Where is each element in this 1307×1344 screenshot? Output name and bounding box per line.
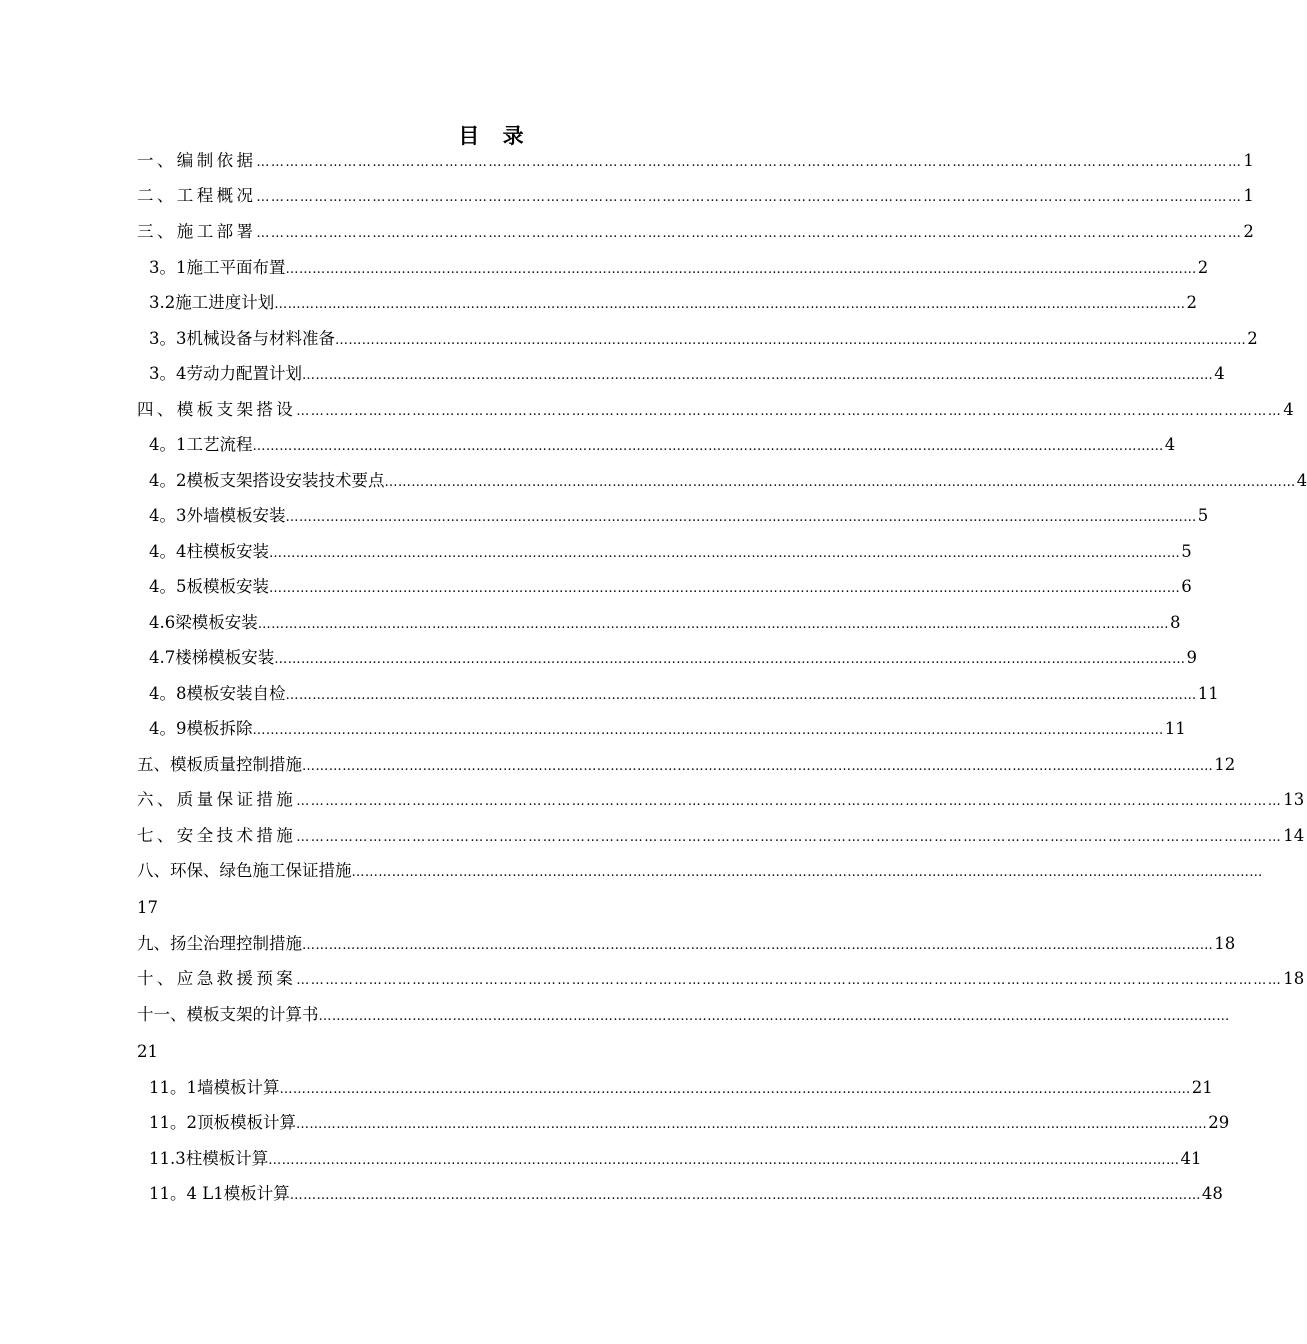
toc-entry-wrapped[interactable]	[137, 1003, 1230, 1029]
toc-entry-label: 六、质量保证措施	[137, 790, 297, 809]
toc-leader-dots: ……………………………………………………………………………………………………………………………………………………………………………………	[285, 510, 1197, 525]
toc-entry[interactable]	[149, 646, 1197, 672]
toc-leader-dots: ……………………………………………………………………………………………………………………………………………………………………………………	[285, 688, 1197, 703]
toc-entry[interactable]	[137, 220, 1254, 246]
toc-leader-dots: ……………………………………………………………………………………………………………………………………………………………………………………	[335, 333, 1247, 348]
toc-leader-dots: ……………………………………………………………………………………………………………………………………………………………………………………	[268, 1153, 1180, 1168]
toc-page-number: 2	[1186, 293, 1197, 312]
toc-entry[interactable]	[137, 753, 1236, 779]
toc-leader-dots: ……………………………………………………………………………………………………………………………………………………………………………………	[384, 475, 1296, 490]
toc-entry-label: 4。2模板支架搭设安装技术要点	[149, 471, 385, 490]
toc-page-number: 29	[1208, 1113, 1230, 1132]
toc-page-number: 9	[1186, 648, 1197, 667]
toc-page-number: 1	[1243, 151, 1254, 170]
toc-leader-dots: ……………………………………………………………………………………………………………………………………………………………………………………	[257, 617, 1169, 632]
toc-page-number: 1	[1243, 186, 1254, 205]
toc-leader-dots: ……………………………………………………………………………………………………………………………………………………………………………………	[269, 581, 1181, 596]
toc-page-number: 17	[137, 898, 158, 917]
toc-page-number: 4	[1164, 435, 1176, 454]
toc-leader-dots: ……………………………………………………………………………………………………………………………………………………………………………………	[302, 938, 1214, 953]
toc-entry-label: 十一、模板支架的计算书	[137, 1005, 319, 1024]
toc-page-number: 41	[1180, 1149, 1202, 1168]
toc-entry-label: 一、编制依据	[137, 151, 257, 170]
toc-page-number: 11	[1197, 684, 1219, 703]
toc-entry-label: 九、扬尘治理控制措施	[137, 934, 302, 953]
toc-entry[interactable]	[149, 611, 1181, 637]
toc-page-number: 12	[1214, 755, 1236, 774]
toc-page-number: 8	[1169, 613, 1181, 632]
toc-leader-dots: ……………………………………………………………………………………………………………………………………………………………………………………	[256, 226, 1243, 241]
toc-leader-dots: ……………………………………………………………………………………………………………………………………………………………………………………	[302, 759, 1214, 774]
toc-entry-label: 11。4 L1模板计算	[149, 1184, 290, 1203]
toc-entry[interactable]	[149, 1111, 1230, 1137]
toc-leader-dots: ……………………………………………………………………………………………………………………………………………………………………………………	[256, 190, 1243, 205]
toc-entry-label: 3。3机械设备与材料准备	[149, 329, 335, 348]
toc-page-number: 4	[1214, 364, 1225, 383]
toc-leader-dots: ……………………………………………………………………………………………………………………………………………………………………………………	[296, 794, 1283, 809]
toc-entry-label: 3。4劳动力配置计划	[149, 364, 302, 383]
toc-entry-label: 十、应急救援预案	[137, 969, 297, 988]
toc-leader-dots: ……………………………………………………………………………………………………………………………………………………………………………………	[269, 546, 1181, 561]
toc-entry-label: 五、模板质量控制措施	[137, 755, 302, 774]
toc-leader-dots: ……………………………………………………………………………………………………………………………………………………………………………………	[279, 1082, 1191, 1097]
toc-leader-dots: ……………………………………………………………………………………………………………………………………………………………………………………	[296, 830, 1283, 845]
toc-leader-dots: ……………………………………………………………………………………………………………………………………………………………………………………	[252, 439, 1164, 454]
toc-page-number: 21	[137, 1042, 158, 1061]
page-title: 目 录	[458, 123, 532, 148]
toc-entry[interactable]	[137, 149, 1254, 175]
toc-entry[interactable]	[149, 362, 1225, 388]
toc-entry-label: 3。1施工平面布置	[149, 258, 286, 277]
toc-leader-dots: ……………………………………………………………………………………………………………………………………………………………………………………	[296, 404, 1283, 419]
toc-entry[interactable]	[149, 575, 1192, 601]
toc-entry[interactable]	[149, 540, 1192, 566]
toc-entry[interactable]	[149, 327, 1258, 353]
toc-leader-dots: ……………………………………………………………………………………………………………………………………………………………………………………	[274, 652, 1186, 667]
toc-entry-label: 七、安全技术措施	[137, 826, 297, 845]
toc-entry[interactable]	[149, 1147, 1202, 1173]
toc-page-number: 2	[1247, 329, 1258, 348]
toc-entry[interactable]	[149, 1182, 1223, 1208]
toc-entry-label: 4。4柱模板安装	[149, 542, 269, 561]
toc-entry-label: 4。9模板拆除	[149, 719, 253, 738]
toc-entry[interactable]	[149, 682, 1219, 708]
toc-entry[interactable]	[137, 967, 1305, 993]
toc-page-number: 6	[1181, 577, 1192, 596]
toc-leader-dots: ……………………………………………………………………………………………………………………………………………………………………………………	[289, 1188, 1201, 1203]
toc-page-number: 5	[1181, 542, 1192, 561]
toc-leader-dots: ……………………………………………………………………………………………………………………………………………………………………………………	[296, 1117, 1208, 1132]
toc-entry-label: 八、环保、绿色施工保证措施	[137, 861, 352, 880]
toc-page-number: 48	[1201, 1184, 1223, 1203]
toc-entry-label: 4。8模板安装自检	[149, 684, 286, 703]
toc-entry[interactable]	[137, 398, 1294, 424]
toc-entry[interactable]	[149, 291, 1197, 317]
toc-leader-dots: ……………………………………………………………………………………………………………………………………………………………………………………	[256, 155, 1243, 170]
toc-page-number: 21	[1191, 1078, 1213, 1097]
toc-leader-dots: ……………………………………………………………………………………………………………………………………………………………………………………	[296, 973, 1283, 988]
toc-page-number: 4	[1283, 400, 1294, 419]
toc-entry[interactable]	[149, 433, 1176, 459]
toc-leader-dots: ……………………………………………………………………………………………………………………………………………………………………………………	[302, 368, 1214, 383]
toc-page-number: 11	[1164, 719, 1186, 738]
toc-entry-label: 4。1工艺流程	[149, 435, 253, 454]
toc-page-number: 13	[1283, 790, 1305, 809]
toc-page-number: 18	[1214, 934, 1236, 953]
toc-leader-dots: ……………………………………………………………………………………………………………………………………………………………………………………	[318, 1009, 1230, 1024]
toc-page-number: 2	[1197, 258, 1209, 277]
toc-page-number: 18	[1283, 969, 1305, 988]
toc-entry-label: 三、施工部署	[137, 222, 257, 241]
toc-entry-label: 4。5板模板安装	[149, 577, 269, 596]
toc-page-number: 2	[1243, 222, 1254, 241]
toc-entry[interactable]	[137, 788, 1305, 814]
toc-entry-label: 11。2顶板模板计算	[149, 1113, 296, 1132]
toc-page-number: 14	[1283, 826, 1305, 845]
toc-entry-label: 11。1墙模板计算	[149, 1078, 280, 1097]
toc-entry[interactable]	[149, 469, 1307, 495]
toc-entry-label: 4。3外墙模板安装	[149, 506, 286, 525]
toc-entry[interactable]	[137, 184, 1254, 210]
toc-leader-dots: ……………………………………………………………………………………………………………………………………………………………………………………	[351, 865, 1263, 880]
toc-entry-label: 二、工程概况	[137, 186, 257, 205]
toc-leader-dots: ……………………………………………………………………………………………………………………………………………………………………………………	[252, 723, 1164, 738]
toc-entry-label: 四、模板支架搭设	[137, 400, 297, 419]
toc-leader-dots: ……………………………………………………………………………………………………………………………………………………………………………………	[274, 297, 1186, 312]
toc-page-number: 5	[1197, 506, 1209, 525]
toc-entry[interactable]	[149, 504, 1209, 530]
toc-entry[interactable]	[137, 824, 1305, 850]
toc-entry-label: 4.6梁模板安装	[149, 613, 258, 632]
toc-entry-label: 11.3柱模板计算	[149, 1149, 269, 1168]
toc-entry-label: 4.7楼梯模板安装	[149, 648, 275, 667]
toc-entry[interactable]	[149, 717, 1186, 743]
toc-entry[interactable]	[149, 256, 1209, 282]
toc-entry-label: 3.2施工进度计划	[149, 293, 275, 312]
toc-page-number: 4	[1296, 471, 1307, 490]
toc-leader-dots: ……………………………………………………………………………………………………………………………………………………………………………………	[285, 262, 1197, 277]
toc-entry[interactable]	[149, 1076, 1213, 1102]
toc-entry-wrapped[interactable]	[137, 859, 1263, 885]
toc-entry[interactable]	[137, 932, 1236, 958]
